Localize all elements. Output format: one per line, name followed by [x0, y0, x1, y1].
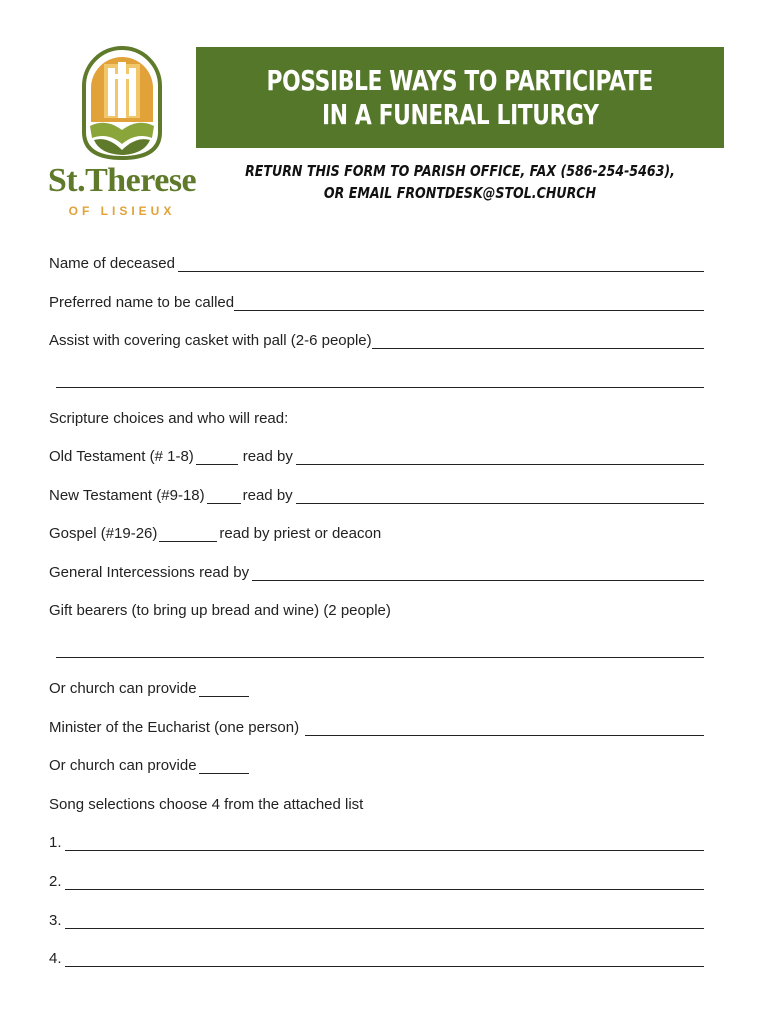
song-field-4[interactable]	[65, 950, 704, 967]
pall-label: Assist with covering casket with pall (2-6 people)	[49, 332, 372, 349]
old-testament-number-field[interactable]	[196, 448, 238, 465]
title-banner	[196, 47, 724, 148]
minister-row	[49, 716, 704, 736]
song-row-1	[49, 831, 704, 851]
name-deceased-field[interactable]	[178, 255, 704, 272]
pall-continued-row	[56, 368, 704, 388]
gift-bearers-label: Gift bearers (to bring up bread and wine) (2 people)	[49, 602, 391, 619]
parish-name: St.Therese	[47, 162, 197, 199]
gift-bearers-row	[49, 599, 704, 619]
church-provide-field-2[interactable]	[199, 757, 249, 774]
song-row-3	[49, 909, 704, 929]
scripture-heading: Scripture choices and who will read:	[49, 410, 289, 427]
old-testament-row	[49, 445, 704, 465]
intercessions-row	[49, 561, 704, 581]
song-number-1: 1.	[49, 834, 62, 851]
song-heading: Song selections choose 4 from the attached list	[49, 796, 364, 813]
gospel-reader-label: read by priest or deacon	[219, 525, 382, 542]
church-provide-row-2	[49, 754, 704, 774]
gift-bearers-field[interactable]	[56, 641, 704, 658]
new-testament-label: New Testament (#9-18)	[49, 487, 205, 504]
name-deceased-label: Name of deceased	[49, 255, 175, 272]
instructions-line-2: OR EMAIL FRONTDESK@STOL.CHURCH	[323, 184, 597, 202]
title-line-2: IN A FUNERAL LITURGY	[321, 97, 599, 131]
pall-field[interactable]	[372, 332, 704, 349]
minister-label: Minister of the Eucharist (one person)	[49, 719, 300, 736]
church-provide-field-1[interactable]	[199, 680, 249, 697]
song-number-4: 4.	[49, 950, 62, 967]
intercessions-field[interactable]	[252, 564, 704, 581]
new-testament-reader-label: read by	[242, 487, 293, 504]
instructions-line-1: RETURN THIS FORM TO PARISH OFFICE, FAX (586-254-5463),	[245, 162, 675, 180]
new-testament-row	[49, 484, 704, 504]
church-provide-label-1: Or church can provide	[49, 680, 197, 697]
gift-bearers-names-row	[56, 638, 704, 658]
pall-row	[49, 329, 704, 349]
pall-field-continued[interactable]	[56, 371, 704, 388]
parish-emblem-icon	[80, 44, 164, 162]
new-testament-reader-field[interactable]	[296, 487, 704, 504]
preferred-name-row	[49, 291, 704, 311]
preferred-name-label: Preferred name to be called	[49, 294, 235, 311]
intercessions-label: General Intercessions read by	[49, 564, 250, 581]
name-deceased-row	[49, 252, 704, 272]
parish-subname: OF LISIEUX	[68, 204, 176, 218]
old-testament-reader-field[interactable]	[296, 448, 704, 465]
gospel-label: Gospel (#19-26)	[49, 525, 158, 542]
song-row-4	[49, 947, 704, 967]
church-provide-row-1	[49, 677, 704, 697]
song-field-3[interactable]	[65, 912, 704, 929]
minister-field[interactable]	[305, 719, 704, 736]
preferred-name-field[interactable]	[234, 294, 704, 311]
song-field-1[interactable]	[65, 834, 704, 851]
song-row-2	[49, 870, 704, 890]
church-provide-label-2: Or church can provide	[49, 757, 197, 774]
old-testament-reader-label: read by	[242, 448, 293, 465]
song-number-2: 2.	[49, 873, 62, 890]
song-heading-row	[49, 793, 704, 813]
gospel-number-field[interactable]	[159, 525, 217, 542]
gospel-row	[49, 522, 704, 542]
song-number-3: 3.	[49, 912, 62, 929]
return-instructions	[196, 160, 724, 204]
title-line-1: POSSIBLE WAYS TO PARTICIPATE	[266, 63, 654, 97]
old-testament-label: Old Testament (# 1-8)	[49, 448, 194, 465]
scripture-heading-row	[49, 407, 704, 427]
new-testament-number-field[interactable]	[207, 487, 241, 504]
song-field-2[interactable]	[65, 873, 704, 890]
parish-logo	[42, 44, 202, 224]
